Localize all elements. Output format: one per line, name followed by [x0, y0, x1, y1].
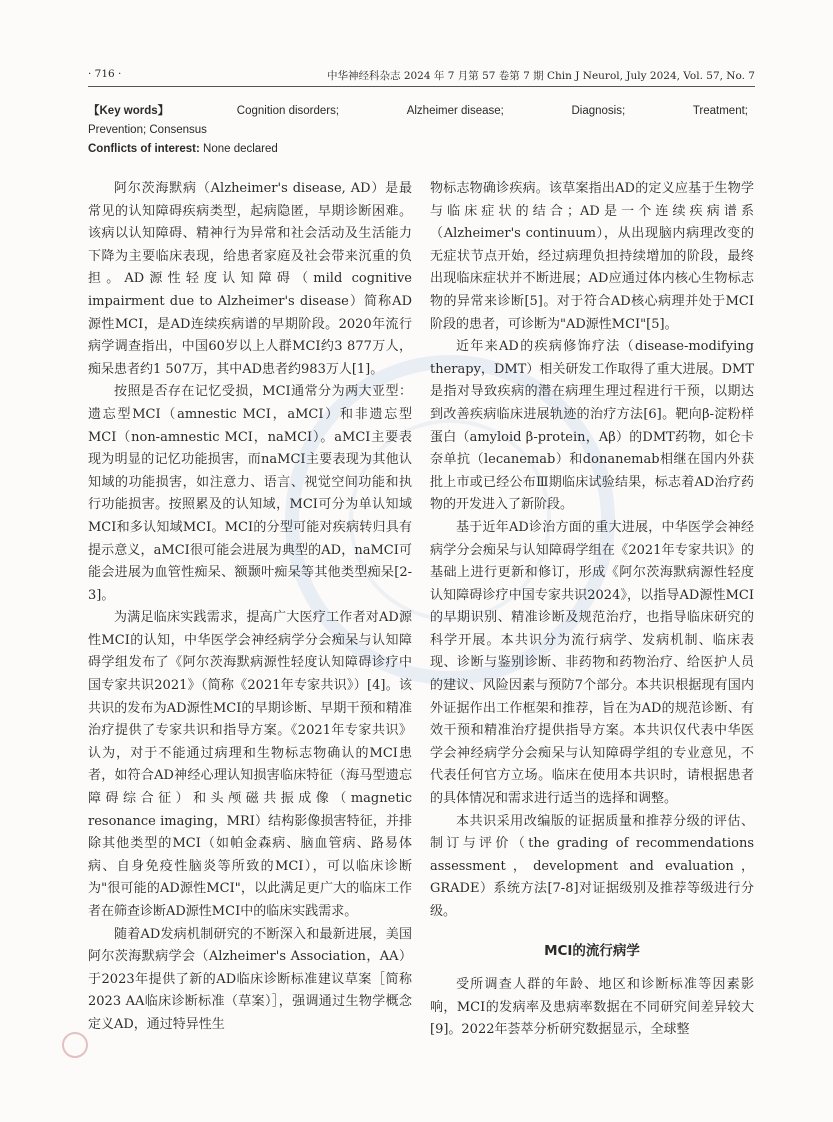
section-title: MCI的流行病学 — [544, 942, 640, 959]
right-column — [430, 178, 754, 1042]
publisher-logo — [62, 1032, 88, 1058]
paragraph: 阿尔茨海默病（Alzheimer's disease, AD）是最常见的认知障碍疾病类型，起病隐匿，早期诊断困难。该病以认知障碍、精神行为异常和社会活动及生活能力下降为主要临床表现，给患者家庭及社会带来沉重的负担。AD源性轻度认知障碍（mild cognitive impairment due to Alzheimer's disease）简称AD源性MCI，是AD连续疾病谱的早期阶段。2020年流行病学调查指出，中国60岁以上人群MCI约3 877万人，痴呆患者约1 507万，其中AD患者约983万人[1]。 — [88, 181, 412, 377]
left-column — [88, 178, 412, 1037]
paragraph: 按照是否存在记忆受损，MCI通常分为两大亚型：遗忘型MCI（amnestic MCI，aMCI）和非遗忘型MCI（non-amnestic MCI，naMCI）。aMCI主要表现为明显的记忆功能损害，而naMCI主要表现为其他认知域的功能损害，如注意力、语言、视觉空间功能和执行功能损害。按照累及的认知域，MCI可分为单认知域MCI和多认知域MCI。MCI的分型可能对疾病转归具有提示意义，aMCI很可能会进展为典型的AD，naMCI可能会进展为血管性痴呆、额颞叶痴呆等其他类型痴呆[2-3]。 — [88, 384, 412, 603]
paragraph: 物标志物确诊疾病。该草案指出AD的定义应基于生物学与临床症状的结合；AD是一个连续疾病谱系（Alzheimer's continuum），从出现脑内病理改变的无症状节点开始，经过病理负担持续增加的阶段，最终出现临床症状并不断进展；AD应通过体内核心生物标志物的异常来诊断[5]。对于符合AD核心病理并处于MCI阶段的患者，可诊断为"AD源性MCI"[5]。 — [430, 181, 754, 332]
paragraph: 为满足临床实践需求，提高广大医疗工作者对AD源性MCI的认知，中华医学会神经病学分会痴呆与认知障碍学组发布了《阿尔茨海默病源性轻度认知障碍诊疗中国专家共识2021》（简称《2021年专家共识》）[4]。该共识的发布为AD源性MCI的早期诊断、早期干预和精准治疗提供了专家共识和指导方案。《2021年专家共识》认为，对于不能通过病理和生物标志物确认的MCI患者，如符合AD神经心理认知损害临床特征（海马型遗忘障碍综合征）和头颅磁共振成像（magnetic resonance imaging，MRI）结构影像损害特征，并排除其他类型的MCI（如帕金森病、脑血管病、路易体病、自身免疫性脑炎等所致的MCI），可以临床诊断为"很可能的AD源性MCI"，以此满足更广大的临床工作者在筛查诊断AD源性MCI中的临床实践需求。 — [88, 610, 412, 919]
paragraph: 随着AD发病机制研究的不断深入和最新进展，美国阿尔茨海默病学会（Alzheimer's Association，AA）于2023年提供了新的AD临床诊断标准建议草案［简称2023 AA临床诊断标准（草案）］，强调通过生物学概念定义AD，通过特异性生 — [88, 926, 412, 1032]
paragraph: 受所调查人群的年龄、地区和诊断标准等因素影响，MCI的发病率及患病率数据在不同研究间差异较大[9]。2022年荟萃分析研究数据显示，全球整 — [430, 977, 754, 1038]
paragraph: 基于近年AD诊治方面的重大进展，中华医学会神经病学分会痴呆与认知障碍学组在《2021年专家共识》的基础上进行更新和修订，形成《阿尔茨海默病源性轻度认知障碍诊疗中国专家共识2024》，以指导AD源性MCI的早期识别、精准诊断及规范治疗，也指导临床研究的科学开展。本共识分为流行病学、发病机制、临床表现、诊断与鉴别诊断、非药物和药物治疗、给医护人员的建议、风险因素与预防7个部分。本共识根据现有国内外证据作出工作框架和推荐，旨在为AD的规范诊断、有效干预和精准治疗提供指导方案。本共识仅代表中华医学会神经病学分会痴呆与认知障碍学组的专业意见，不代表任何官方立场。临床在使用本共识时，请根据患者的具体情况和需求进行适当的选择和调整。 — [430, 519, 754, 807]
publisher-seal-icon — [62, 1032, 88, 1058]
conflicts-label: Conflicts of interest: — [88, 143, 200, 155]
journal-citation: 中华神经科杂志 2024 年 7 月第 57 卷第 7 期 Chin J Neurol, July 2024, Vol. 57, No. 7 — [326, 70, 755, 82]
keyword-item: Alzheimer disease; — [406, 105, 504, 117]
keywords-label: 【Key words】 — [88, 105, 170, 117]
keyword-item: Diagnosis; — [571, 105, 626, 117]
page-number: · 716 · — [88, 68, 122, 80]
keywords-block — [88, 102, 748, 159]
paragraph: 近年来AD的疾病修饰疗法（disease-modifying therapy，DMT）相关研发工作取得了重大进展。DMT是指对导致疾病的潜在病理生理过程进行干预，以期达到改善疾病临床进展轨迹的治疗方法[6]。靶向β-淀粉样蛋白（amyloid β-protein，Aβ）的DMT药物，如仑卡奈单抗（lecanemab）和donanemab相继在国内外获批上市或已经公布Ⅲ期临床试验结果，标志着AD治疗药物的开发进入了新阶段。 — [430, 339, 754, 513]
conflicts-value: None declared — [199, 143, 278, 155]
running-head — [88, 68, 755, 87]
keywords-line2: Prevention; Consensus — [88, 124, 207, 136]
keyword-item: Treatment; — [692, 105, 748, 117]
conflicts-of-interest — [88, 140, 748, 159]
keyword-item: Cognition disorders; — [236, 105, 340, 117]
paragraph: 本共识采用改编版的证据质量和推荐分级的评估、制订与评价（the grading of recommendations assessment，development and evaluation，GRADE）系统方法[7-8]对证据级别及推荐等级进行分级。 — [430, 813, 754, 919]
